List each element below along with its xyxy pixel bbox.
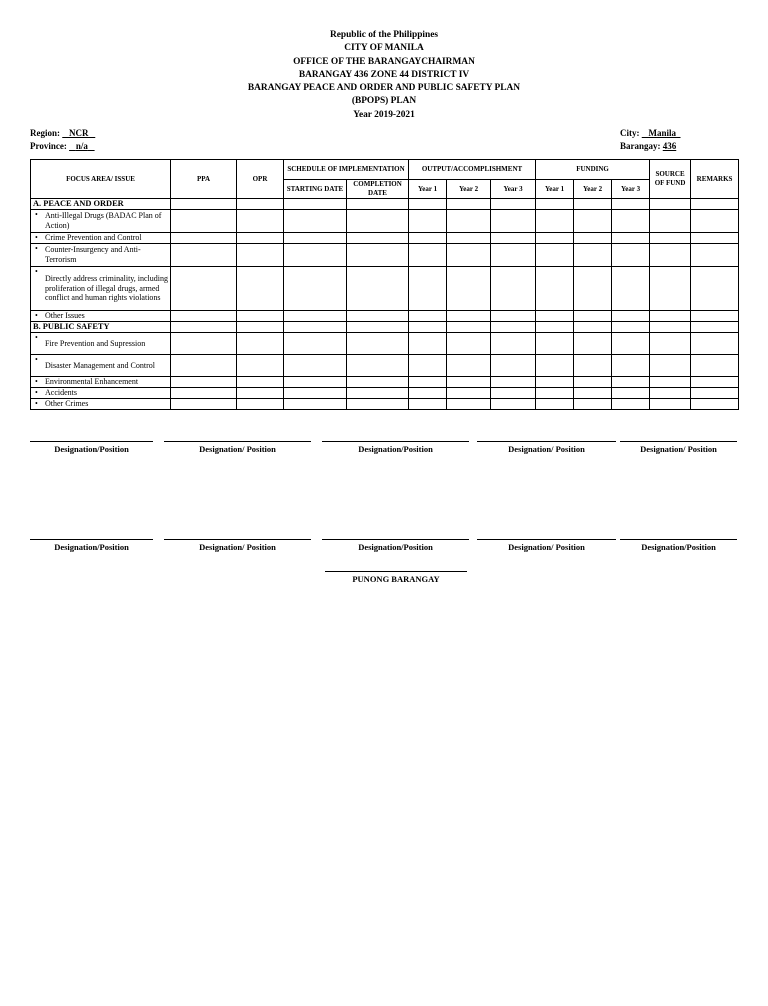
focus-item: • Other Crimes <box>31 399 171 410</box>
cell <box>536 377 574 388</box>
cell <box>447 311 491 322</box>
meta-left <box>30 127 95 153</box>
cell <box>612 244 650 267</box>
cell <box>612 333 650 355</box>
focus-item: • Fire Prevention and Supression <box>31 333 171 355</box>
cell <box>347 210 409 233</box>
signature-block <box>620 441 737 454</box>
province-label: Province: <box>30 141 67 151</box>
header-plan-title: BARANGAY PEACE AND ORDER AND PUBLIC SAFETY PLAN <box>247 83 521 94</box>
cell <box>171 322 237 333</box>
cell <box>284 333 347 355</box>
signature-line[interactable] <box>477 539 616 540</box>
focus-item: • Counter-Insurgency and Anti-Terrorism <box>31 244 171 267</box>
cell <box>409 199 447 210</box>
designation-label: Designation/ Position <box>640 444 717 454</box>
header-completion-date: COMPLETION DATE <box>347 180 409 199</box>
cell <box>237 210 284 233</box>
cell <box>650 210 691 233</box>
cell <box>171 244 237 267</box>
cell <box>347 267 409 311</box>
cell <box>237 267 284 311</box>
signature-line[interactable] <box>164 539 311 540</box>
section-title: A. PEACE AND ORDER <box>31 199 171 210</box>
cell <box>650 388 691 399</box>
focus-item: • Environmental Enhancement <box>31 377 171 388</box>
cell <box>237 399 284 410</box>
header-opr: OPR <box>237 160 284 199</box>
cell <box>284 267 347 311</box>
section-row-public-safety <box>31 322 739 333</box>
signature-line[interactable] <box>325 571 467 572</box>
header-remarks: REMARKS <box>691 160 739 199</box>
document-header <box>0 29 768 122</box>
cell <box>447 399 491 410</box>
table-row <box>31 333 739 355</box>
cell <box>691 199 739 210</box>
cell <box>691 388 739 399</box>
cell <box>284 355 347 377</box>
cell <box>284 388 347 399</box>
cell <box>409 355 447 377</box>
focus-item: • Accidents <box>31 388 171 399</box>
cell <box>347 233 409 244</box>
cell <box>650 377 691 388</box>
cell <box>237 333 284 355</box>
table-row <box>31 388 739 399</box>
region-value: NCR <box>69 128 89 138</box>
cell <box>612 355 650 377</box>
punong-barangay-label: PUNONG BARANGAY <box>352 574 440 584</box>
cell <box>171 199 237 210</box>
cell <box>409 388 447 399</box>
cell <box>237 311 284 322</box>
cell <box>491 311 536 322</box>
cell <box>491 355 536 377</box>
cell <box>409 233 447 244</box>
cell <box>650 267 691 311</box>
cell <box>491 244 536 267</box>
cell <box>612 267 650 311</box>
table-row <box>31 399 739 410</box>
table-row <box>31 377 739 388</box>
cell <box>574 399 612 410</box>
cell <box>612 233 650 244</box>
cell <box>574 322 612 333</box>
cell <box>536 311 574 322</box>
province-value: n/a <box>75 141 88 151</box>
header-republic: Republic of the Philippines <box>329 30 439 40</box>
cell <box>447 233 491 244</box>
signature-block <box>164 441 311 454</box>
header-focus-area: FOCUS AREA/ ISSUE <box>31 160 171 199</box>
cell <box>650 244 691 267</box>
cell <box>409 377 447 388</box>
designation-label: Designation/Position <box>641 542 716 552</box>
barangay-row <box>620 140 681 153</box>
header-output-year3: Year 3 <box>491 180 536 199</box>
region-label: Region: <box>30 128 60 138</box>
cell <box>612 388 650 399</box>
cell <box>409 333 447 355</box>
meta-right <box>620 127 681 153</box>
header-plan-abbrev: (BPOPS) PLAN <box>351 96 417 107</box>
cell <box>650 399 691 410</box>
table-row <box>31 210 739 233</box>
header-city: CITY OF MANILA <box>344 43 424 54</box>
signature-line[interactable] <box>30 539 153 540</box>
designation-label: Designation/ Position <box>508 542 585 552</box>
signature-line[interactable] <box>30 441 153 442</box>
cell <box>691 244 739 267</box>
cell <box>347 244 409 267</box>
cell <box>347 333 409 355</box>
cell <box>409 267 447 311</box>
cell <box>409 210 447 233</box>
signature-line[interactable] <box>477 441 616 442</box>
cell <box>650 322 691 333</box>
cell <box>574 377 612 388</box>
cell <box>171 355 237 377</box>
cell <box>574 388 612 399</box>
cell <box>347 355 409 377</box>
cell <box>171 377 237 388</box>
cell <box>171 267 237 311</box>
signature-block <box>477 441 616 454</box>
designation-label: Designation/Position <box>358 542 433 552</box>
signature-block <box>322 441 469 454</box>
header-source-of-fund: SOURCE OF FUND <box>650 160 691 199</box>
cell <box>491 333 536 355</box>
table-row <box>31 355 739 377</box>
table-row <box>31 244 739 267</box>
cell <box>612 322 650 333</box>
cell <box>574 233 612 244</box>
cell <box>650 199 691 210</box>
city-label: City: <box>620 128 640 138</box>
section-title: B. PUBLIC SAFETY <box>31 322 171 333</box>
cell <box>347 322 409 333</box>
cell <box>574 333 612 355</box>
cell <box>284 244 347 267</box>
cell <box>536 210 574 233</box>
cell <box>284 377 347 388</box>
cell <box>536 267 574 311</box>
designation-label: Designation/Position <box>358 444 433 454</box>
designation-label: Designation/Position <box>54 444 129 454</box>
cell <box>171 388 237 399</box>
cell <box>574 210 612 233</box>
cell <box>347 377 409 388</box>
cell <box>284 210 347 233</box>
cell <box>650 355 691 377</box>
signature-line[interactable] <box>322 441 469 442</box>
header-funding-year1: Year 1 <box>536 180 574 199</box>
cell <box>574 199 612 210</box>
header-barangay: BARANGAY 436 ZONE 44 DISTRICT IV <box>298 69 470 80</box>
cell <box>347 311 409 322</box>
cell <box>409 311 447 322</box>
cell <box>691 210 739 233</box>
cell <box>491 377 536 388</box>
cell <box>447 355 491 377</box>
cell <box>284 199 347 210</box>
punong-barangay-signature <box>325 571 467 584</box>
cell <box>237 233 284 244</box>
cell <box>691 322 739 333</box>
signature-block <box>30 441 153 454</box>
cell <box>447 210 491 233</box>
cell <box>237 244 284 267</box>
cell <box>284 399 347 410</box>
signature-row-1 <box>0 441 768 471</box>
cell <box>171 333 237 355</box>
city-value: Manila <box>648 128 677 138</box>
cell <box>536 388 574 399</box>
signature-block <box>322 539 469 552</box>
header-schedule: SCHEDULE OF IMPLEMENTATION <box>284 160 409 180</box>
cell <box>491 399 536 410</box>
cell <box>574 244 612 267</box>
section-row-peace-order <box>31 199 739 210</box>
cell <box>409 322 447 333</box>
region-row <box>30 127 95 140</box>
focus-item: • Crime Prevention and Control <box>31 233 171 244</box>
cell <box>347 399 409 410</box>
cell <box>237 377 284 388</box>
cell <box>491 322 536 333</box>
header-ppa: PPA <box>171 160 237 199</box>
signature-block <box>164 539 311 552</box>
table-row <box>31 233 739 244</box>
cell <box>536 244 574 267</box>
focus-item: • Anti-Illegal Drugs (BADAC Plan of Action) <box>31 210 171 233</box>
cell <box>612 199 650 210</box>
table-row <box>31 311 739 322</box>
focus-item: • Disaster Management and Control <box>31 355 171 377</box>
cell <box>536 233 574 244</box>
cell <box>237 199 284 210</box>
signature-block <box>620 539 737 552</box>
cell <box>574 267 612 311</box>
designation-label: Designation/ Position <box>508 444 585 454</box>
header-office: OFFICE OF THE BARANGAYCHAIRMAN <box>293 56 475 67</box>
cell <box>612 377 650 388</box>
signature-line[interactable] <box>620 539 737 540</box>
cell <box>347 199 409 210</box>
signature-row-2 <box>0 539 768 569</box>
header-funding-year2: Year 2 <box>574 180 612 199</box>
cell <box>691 311 739 322</box>
signature-line[interactable] <box>322 539 469 540</box>
city-row <box>620 127 681 140</box>
barangay-label: Barangay: <box>620 141 661 151</box>
cell <box>536 322 574 333</box>
cell <box>574 355 612 377</box>
signature-line[interactable] <box>164 441 311 442</box>
designation-label: Designation/Position <box>54 542 129 552</box>
cell <box>284 233 347 244</box>
cell <box>536 355 574 377</box>
cell <box>650 311 691 322</box>
cell <box>691 355 739 377</box>
cell <box>536 333 574 355</box>
cell <box>691 399 739 410</box>
designation-label: Designation/ Position <box>199 542 276 552</box>
cell <box>447 377 491 388</box>
cell <box>491 233 536 244</box>
header-funding-year3: Year 3 <box>612 180 650 199</box>
cell <box>536 199 574 210</box>
cell <box>574 311 612 322</box>
cell <box>237 355 284 377</box>
focus-item: • Directly address criminality, including proliferation of illegal drugs, armed conflict and human rights violations <box>31 267 171 311</box>
cell <box>171 233 237 244</box>
cell <box>284 311 347 322</box>
cell <box>612 311 650 322</box>
cell <box>409 244 447 267</box>
designation-label: Designation/ Position <box>199 444 276 454</box>
province-row <box>30 140 95 153</box>
cell <box>447 388 491 399</box>
cell <box>447 244 491 267</box>
focus-item: • Other Issues <box>31 311 171 322</box>
cell <box>409 399 447 410</box>
cell <box>171 311 237 322</box>
header-year: Year 2019-2021 <box>353 109 415 120</box>
table-row <box>31 267 739 311</box>
cell <box>491 388 536 399</box>
cell <box>536 399 574 410</box>
cell <box>237 322 284 333</box>
header-output-year2: Year 2 <box>447 180 491 199</box>
barangay-value: 436 <box>662 141 677 151</box>
bpops-plan-table <box>30 159 739 410</box>
header-funding: FUNDING <box>536 160 650 180</box>
cell <box>491 267 536 311</box>
header-starting-date: STARTING DATE <box>284 180 347 199</box>
cell <box>447 333 491 355</box>
cell <box>612 210 650 233</box>
cell <box>491 210 536 233</box>
cell <box>447 267 491 311</box>
cell <box>691 233 739 244</box>
cell <box>347 388 409 399</box>
cell <box>650 233 691 244</box>
cell <box>691 267 739 311</box>
cell <box>237 388 284 399</box>
cell <box>171 399 237 410</box>
header-output: OUTPUT/ACCOMPLISHMENT <box>409 160 536 180</box>
cell <box>650 333 691 355</box>
cell <box>447 199 491 210</box>
cell <box>612 399 650 410</box>
cell <box>691 377 739 388</box>
signature-line[interactable] <box>620 441 737 442</box>
cell <box>447 322 491 333</box>
cell <box>691 333 739 355</box>
cell <box>171 210 237 233</box>
header-output-year1: Year 1 <box>409 180 447 199</box>
signature-block <box>477 539 616 552</box>
cell <box>491 199 536 210</box>
signature-block <box>30 539 153 552</box>
cell <box>284 322 347 333</box>
